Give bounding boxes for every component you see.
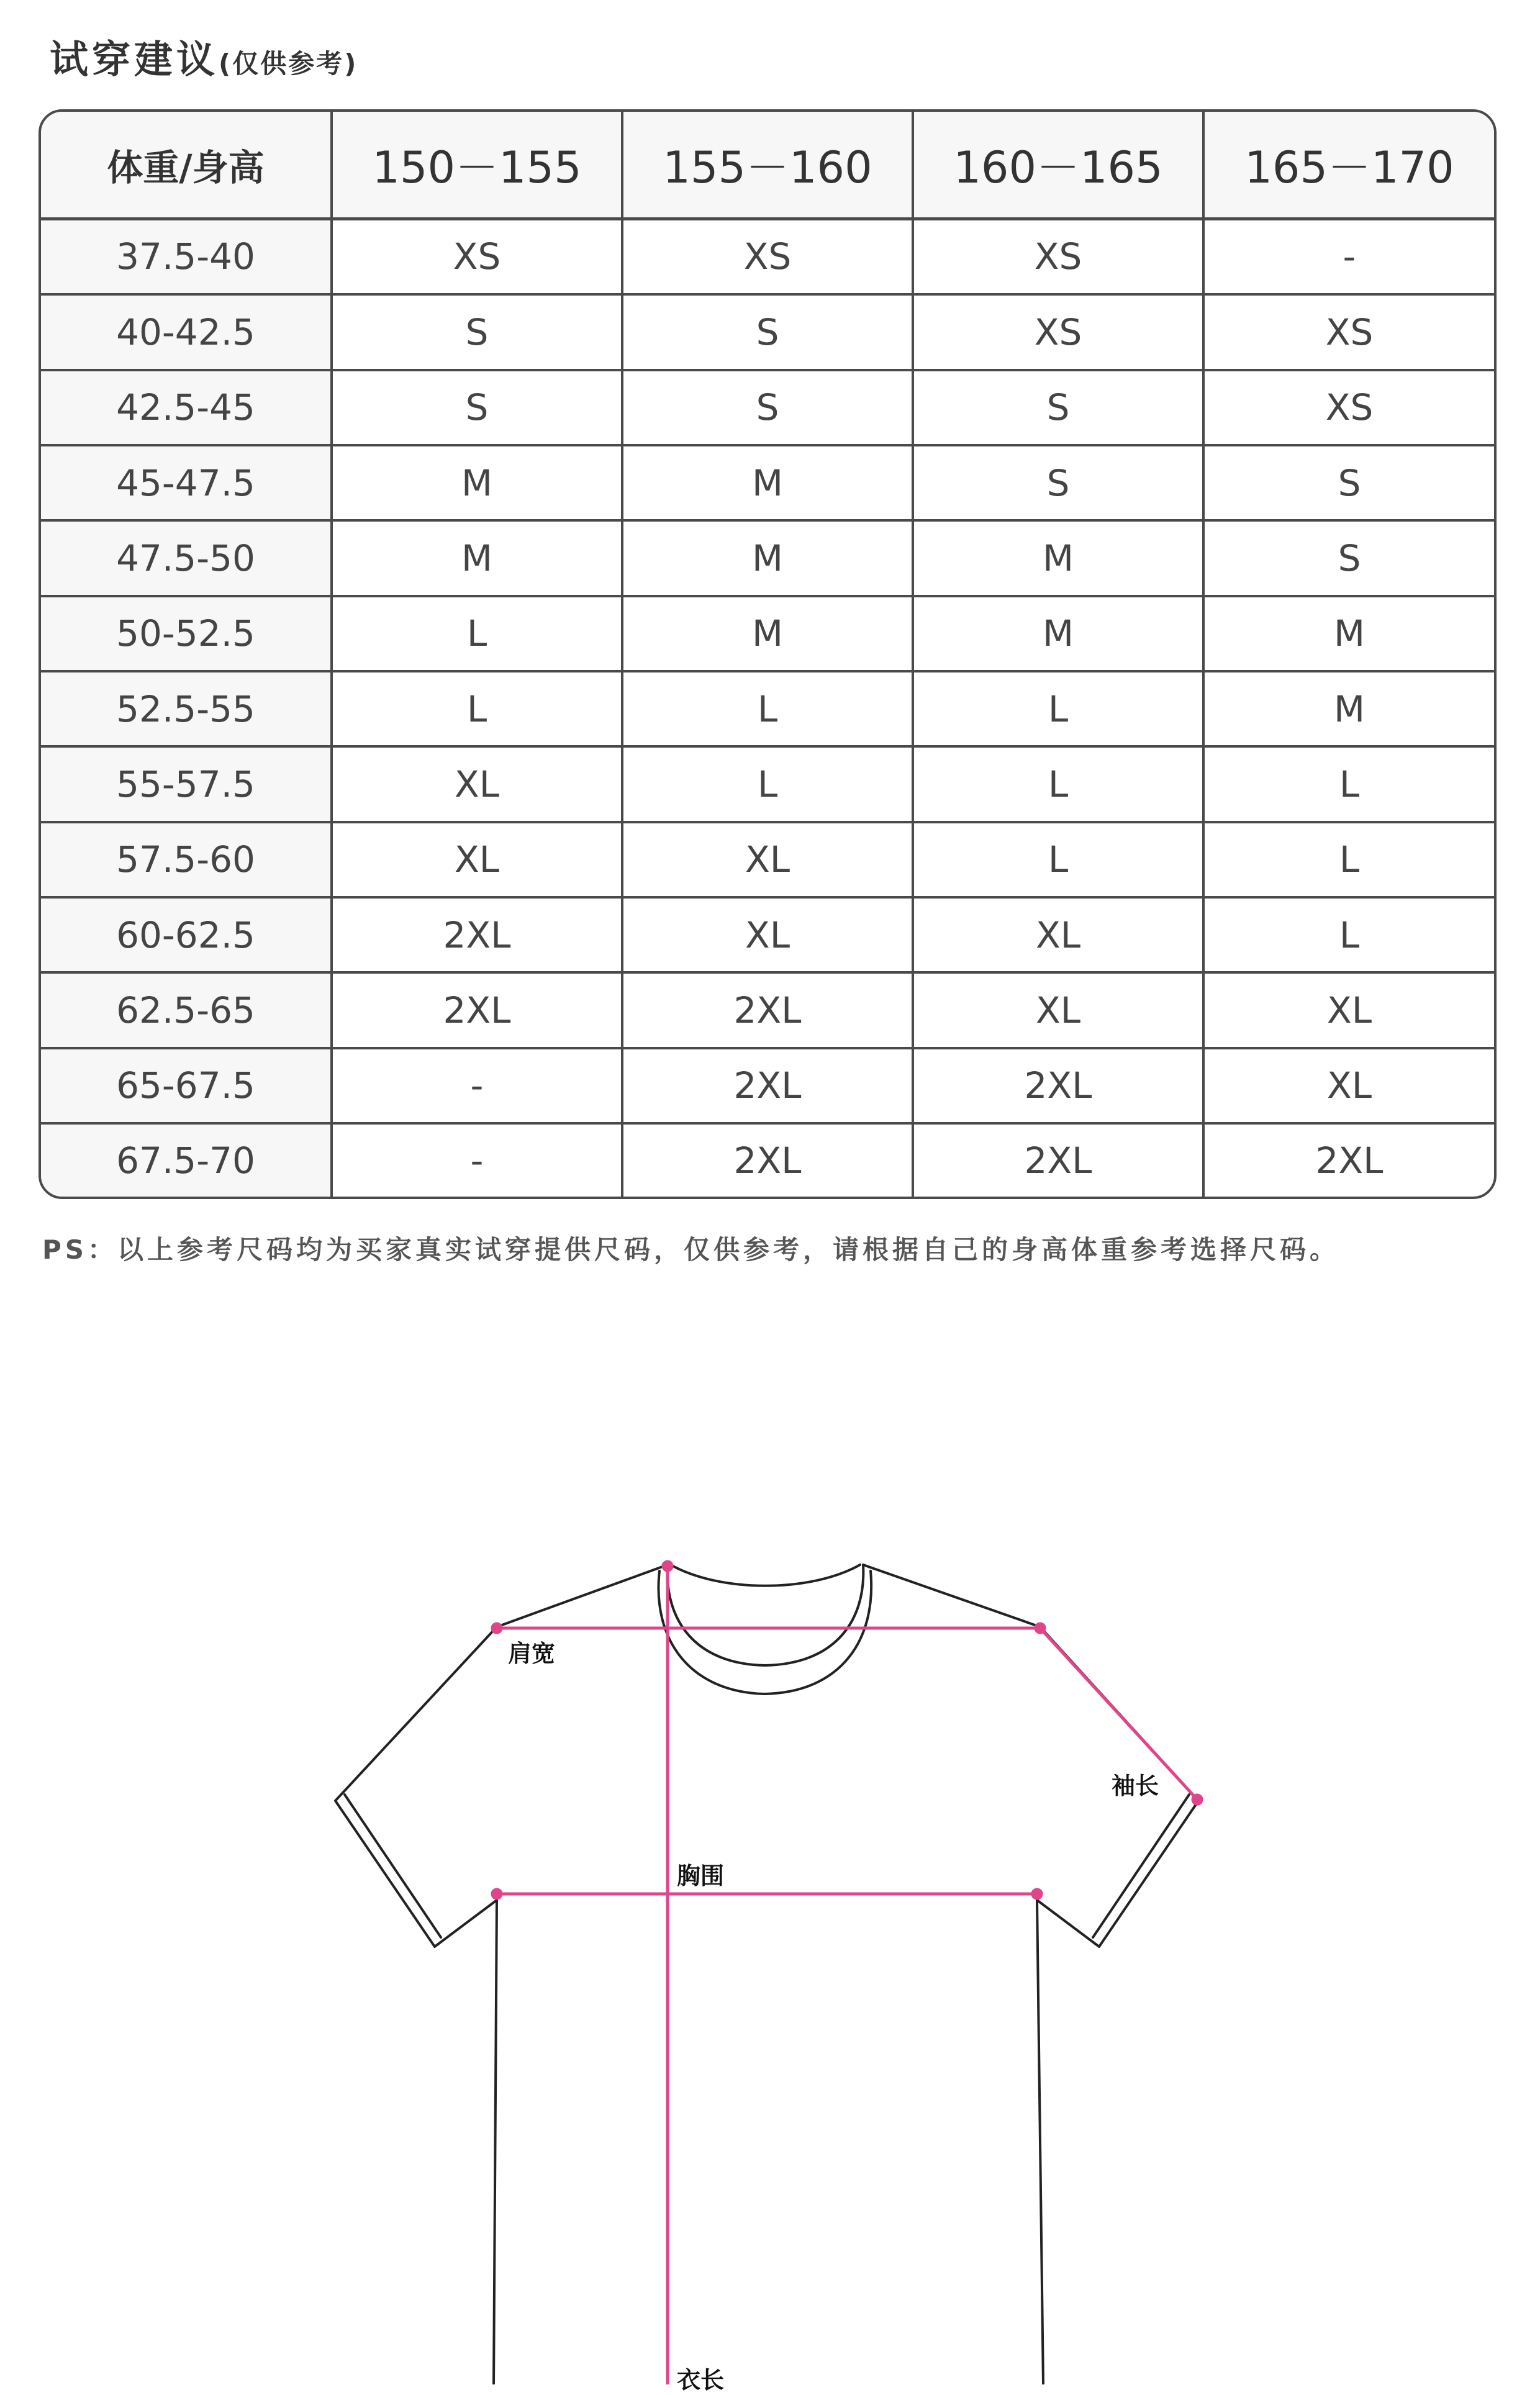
table-row (41, 1123, 1494, 1197)
body-length-label: 衣长 (677, 2366, 725, 2394)
size-cell: XL (622, 897, 913, 972)
size-cell: - (332, 1048, 622, 1123)
collar (668, 1565, 864, 1665)
size-cell: S (1203, 520, 1494, 595)
size-cell: 2XL (622, 1048, 913, 1123)
size-cell: 2XL (913, 1048, 1203, 1123)
size-cell: XL (913, 972, 1203, 1048)
size-cell: L (913, 671, 1203, 746)
size-cell: M (913, 596, 1203, 671)
size-cell: L (1203, 746, 1494, 822)
size-cell: S (622, 294, 913, 369)
footnote: PS：以上参考尺码均为买家真实试穿提供尺码，仅供参考，请根据自己的身高体重参考选择尺码。 (42, 1234, 1340, 1265)
size-cell: S (913, 370, 1203, 445)
weight-range-cell: 55-57.5 (41, 746, 332, 822)
size-cell: 2XL (1315, 1139, 1384, 1182)
size-cell: S (913, 445, 1203, 520)
size-cell: M (332, 520, 622, 595)
size-cell: M (913, 520, 1203, 595)
size-cell: L (1203, 897, 1494, 972)
table-row (41, 972, 1494, 1048)
size-cell: XL (332, 746, 622, 822)
size-cell: M (622, 596, 913, 671)
table-row (41, 596, 1494, 671)
table-row (41, 370, 1494, 445)
size-cell: - (1203, 219, 1494, 294)
chest-label: 胸围 (677, 1862, 725, 1890)
size-cell: 2XL (622, 972, 913, 1048)
weight-range-cell: 65-67.5 (41, 1048, 332, 1123)
weight-range-cell: 62.5-65 (41, 972, 332, 1048)
size-cell: M (622, 520, 913, 595)
weight-range-cell: 42.5-45 (41, 370, 332, 445)
size-cell: M (332, 445, 622, 520)
size-cell: 2XL (913, 1123, 1203, 1197)
height-column-header: 165－170 (1203, 112, 1494, 219)
size-cell: XS (332, 219, 622, 294)
size-cell: M (1203, 671, 1494, 746)
size-cell: XL (1203, 1048, 1494, 1123)
table-row (41, 1048, 1494, 1123)
weight-range-cell: 67.5-70 (41, 1123, 332, 1197)
size-cell: XS (913, 294, 1203, 369)
table-corner-header: 体重/身高 (41, 112, 332, 219)
weight-range-cell: 40-42.5 (41, 294, 332, 369)
sleeve-length-label: 袖长 (1112, 1772, 1159, 1800)
weight-range-cell: 60-62.5 (41, 897, 332, 972)
table-row (41, 294, 1494, 369)
table-row (41, 445, 1494, 520)
size-cell: S (332, 370, 622, 445)
size-cell: XL (913, 897, 1203, 972)
right-sleeve-hem (1093, 1795, 1189, 1937)
weight-range-cell: 52.5-55 (41, 671, 332, 746)
size-cell: XL (332, 822, 622, 897)
size-table (38, 109, 1497, 1199)
left-sleeve-hem (345, 1795, 441, 1937)
size-cell: L (913, 746, 1203, 822)
size-cell: 2XL (332, 972, 622, 1048)
size-cell: XL (1203, 972, 1494, 1048)
size-cell: L (622, 671, 913, 746)
tshirt-outline (335, 1565, 1198, 2384)
table-row (41, 746, 1494, 822)
table-row (41, 897, 1494, 972)
weight-range-cell: 37.5-40 (41, 219, 332, 294)
size-cell: L (913, 822, 1203, 897)
size-cell: L (332, 671, 622, 746)
table-row (41, 822, 1494, 897)
size-cell: L (332, 596, 622, 671)
size-cell: L (1203, 822, 1494, 897)
collar-band (658, 1571, 871, 1694)
height-column-header: 160－165 (913, 112, 1203, 219)
size-cell: M (1203, 596, 1494, 671)
tshirt-measurement-diagram (0, 1515, 1540, 2394)
size-cell: L (622, 746, 913, 822)
size-cell: M (622, 445, 913, 520)
title-sub: (仅供参考) (219, 48, 358, 79)
title-main: 试穿建议 (50, 37, 219, 82)
size-cell: 2XL (332, 897, 622, 972)
shoulder-width-label: 肩宽 (508, 1640, 556, 1667)
size-cell: S (622, 370, 913, 445)
table-row (41, 520, 1494, 595)
height-column-header: 155－160 (622, 112, 913, 219)
size-cell: XS (1203, 370, 1494, 445)
size-cell: XL (622, 822, 913, 897)
size-cell: - (332, 1123, 622, 1197)
table-header-row (41, 112, 1494, 219)
size-cell: 2XL (622, 1123, 913, 1197)
weight-range-cell: 57.5-60 (41, 822, 332, 897)
weight-range-cell: 50-52.5 (41, 596, 332, 671)
table-row (41, 671, 1494, 746)
page-title (50, 29, 358, 84)
height-column-header: 150－155 (332, 112, 622, 219)
size-cell: S (1203, 445, 1494, 520)
table-row (41, 219, 1494, 294)
weight-range-cell: 47.5-50 (41, 520, 332, 595)
collar-inner (671, 1565, 860, 1586)
tshirt-illustration (0, 1515, 1540, 2384)
size-cell: XS (913, 219, 1203, 294)
size-cell: XS (622, 219, 913, 294)
size-cell: XS (1203, 294, 1494, 369)
weight-range-cell: 45-47.5 (41, 445, 332, 520)
size-cell: S (332, 294, 622, 369)
